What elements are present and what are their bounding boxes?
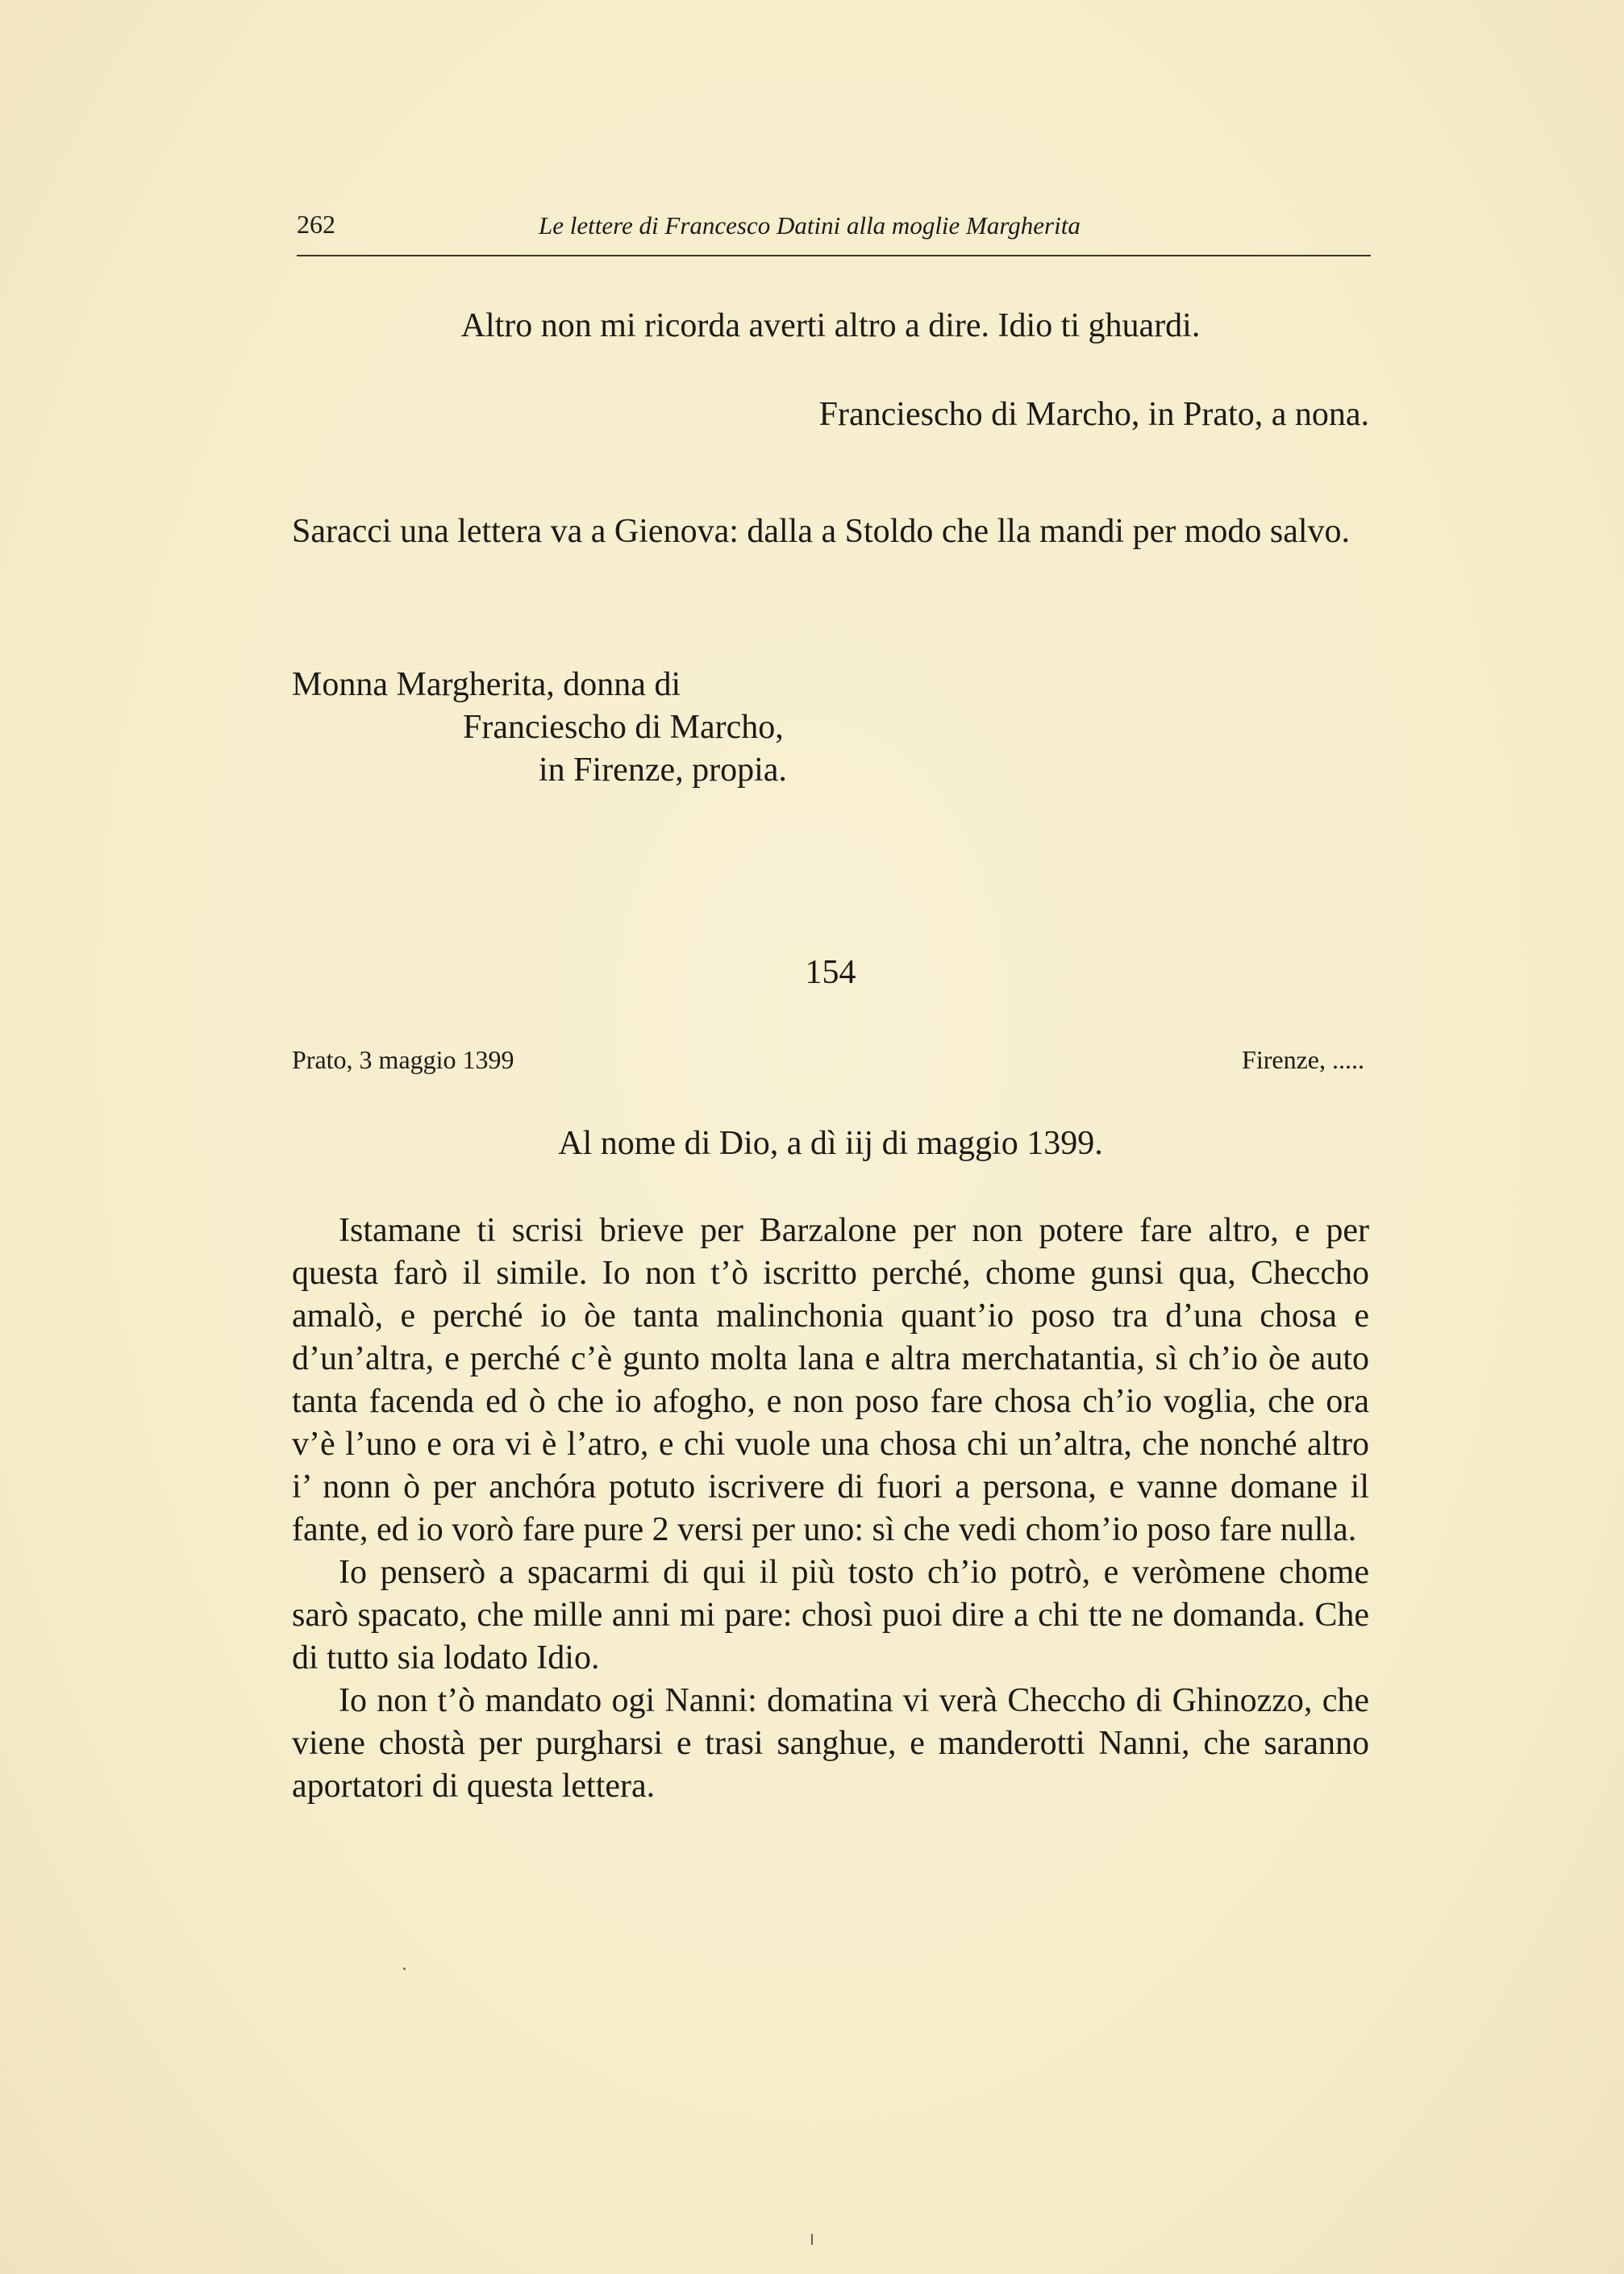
address-line-3: in Firenze, propia. xyxy=(539,752,787,789)
running-title: Le lettere di Francesco Datini alla moglie Margherita xyxy=(539,211,1081,239)
address-line-1: Monna Margherita, donna di xyxy=(292,666,681,703)
paragraph: Io non t’ò mandato ogi Nanni: domatina vi verà Checcho di Ghinozzo, che viene chostà per purgharsi e trasi sanghue, e manderotti Nanni, che saranno aportatori di questa lettera. xyxy=(292,1682,1369,1805)
paper-speck xyxy=(811,2234,813,2245)
address-line-2: Franciescho di Marcho, xyxy=(463,709,784,746)
letter-destination: Firenze, ..... xyxy=(1242,1045,1364,1074)
address-block xyxy=(292,664,1369,792)
closing-line: Altro non mi ricorda averti altro a dire. Idio ti ghuardi. xyxy=(460,307,1201,344)
postscript: Saracci una lettera va a Gienova: dalla a Stoldo che lla mandi per modo salvo. xyxy=(292,513,1351,550)
letter-meta xyxy=(292,1045,1364,1081)
page-number: 262 xyxy=(297,210,335,239)
page-header xyxy=(297,206,1371,256)
paper-speck xyxy=(403,1968,406,1970)
letter-body xyxy=(292,1210,1369,1808)
paragraph: Io penserò a spacarmi di qui il più tosto ch’io potrò, e veròmene chome sarò spacato, che mille anni mi pare: chosì puoi dire a chi tte ne domanda. Che di tutto sia lodato Idio. xyxy=(292,1554,1369,1676)
signature-line: Franciescho di Marcho, in Prato, a nona. xyxy=(818,396,1369,433)
letter-number: 154 xyxy=(805,954,856,991)
paragraph: Istamane ti scrisi brieve per Barzalone per non potere fare altro, e per questa farò il simile. Io non t’ò iscritto perché, chome gunsi qua, Checcho amalò, e perché io òe tanta malinchonia quant’io poso tra d’una chosa e d’un’altra, e perché c’è gunto molta lana e altra merchatantia, sì ch’io òe auto tanta facenda ed ò che io afogho, e non poso fare chosa ch’io voglia, che ora v’è l’uno e ora vi è l’atro, e chi vuole una chosa chi un’altra, che nonché altro i’ nonn ò per anchóra potuto iscrivere di fuori a persona, e vanne domane il fante, ed io vorò fare pure 2 versi per uno: sì che vedi chom’io poso fare nulla. xyxy=(292,1212,1369,1548)
letter-origin: Prato, 3 maggio 1399 xyxy=(292,1045,514,1074)
letter-opening: Al nome di Dio, a dì iij di maggio 1399. xyxy=(558,1125,1103,1162)
